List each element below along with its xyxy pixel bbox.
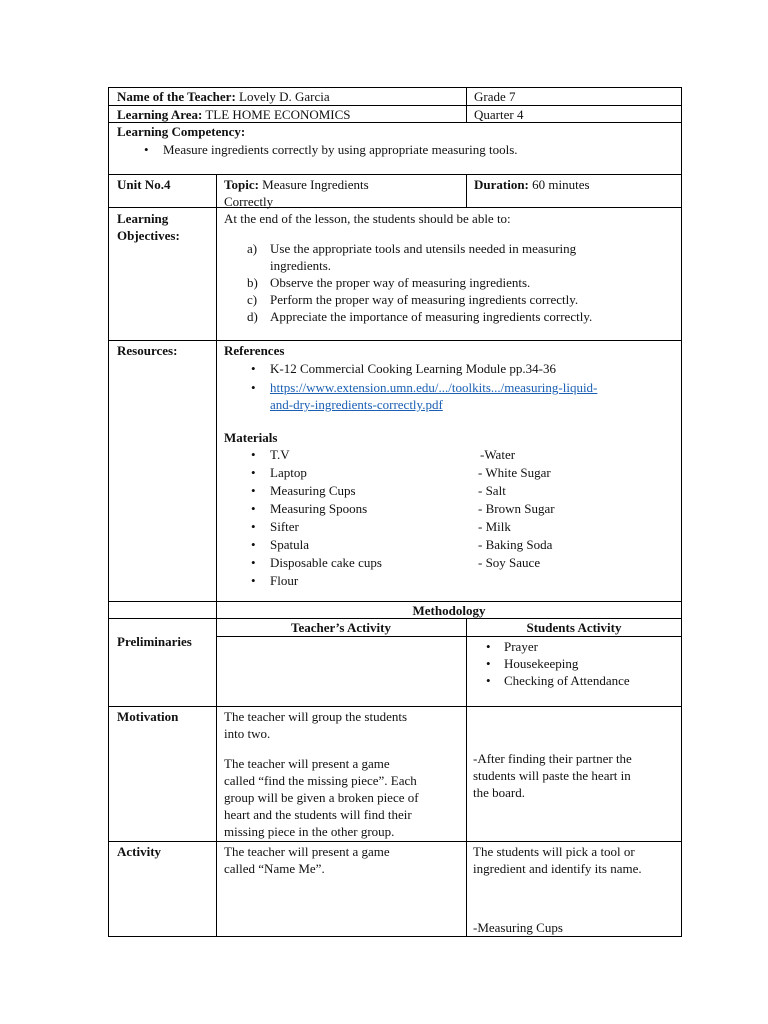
- motivation-teacher-line: heart and the students will find their: [224, 807, 412, 822]
- activity-teacher-line: called “Name Me”.: [224, 861, 325, 876]
- objective-item: [224, 274, 674, 291]
- motivation-student-line: the board.: [473, 785, 525, 800]
- ingredient-item: - Brown Sugar: [478, 501, 555, 516]
- objectives-intro: At the end of the lesson, the students should be able to:: [224, 211, 511, 226]
- ingredient-item: - Milk: [478, 519, 511, 534]
- ingredient-item: - Salt: [478, 483, 506, 498]
- student-activity-item: • Housekeeping: [470, 655, 678, 672]
- students-activity-header: Students Activity: [526, 620, 622, 635]
- reference-link-cont[interactable]: and-dry-ingredients-correctly.pdf: [270, 397, 443, 412]
- teacher-name: Lovely D. Garcia: [239, 89, 330, 104]
- objective-text: Use the appropriate tools and utensils needed in measuring: [270, 241, 577, 256]
- ingredient-item: - Baking Soda: [478, 537, 553, 552]
- materials-left-list: [224, 446, 454, 590]
- quarter: Quarter 4: [474, 107, 524, 122]
- objective-item: [224, 240, 674, 274]
- materials-label: Materials: [224, 430, 278, 445]
- teacher-activity-header: Teacher’s Activity: [290, 620, 391, 635]
- motivation-teacher-line: The teacher will present a game: [224, 756, 390, 771]
- student-activity-item: • Checking of Attendance: [470, 672, 678, 689]
- objective-mark: b): [247, 275, 258, 290]
- objective-item: [224, 308, 674, 325]
- activity-student-line: The students will pick a tool or: [473, 844, 635, 859]
- learning-area-field: [117, 106, 351, 123]
- objective-text: Perform the proper way of measuring ingredients correctly.: [270, 292, 579, 307]
- objective-item: [224, 291, 674, 308]
- motivation-teacher-line: The teacher will group the students: [224, 709, 408, 724]
- activity-student-text: [473, 843, 678, 877]
- motivation-teacher-line: group will be given a broken piece of: [224, 790, 419, 805]
- reference-item: • K-12 Commercial Cooking Learning Module pp.34-36: [224, 360, 674, 377]
- material-item: • Laptop: [224, 464, 454, 482]
- objective-text: Appreciate the importance of measuring ingredients correctly.: [270, 309, 593, 324]
- activity-teacher-line: The teacher will present a game: [224, 844, 390, 859]
- objective-mark: c): [247, 292, 258, 307]
- ingredient-item: - Soy Sauce: [478, 555, 541, 570]
- topic-line1: Measure Ingredients: [262, 177, 369, 192]
- objectives-list: [224, 240, 674, 325]
- objective-text-cont: ingredients.: [270, 258, 332, 273]
- references-list: [224, 360, 674, 413]
- competency-label: Learning Competency:: [117, 124, 246, 139]
- duration-field: [474, 176, 590, 193]
- teacher-label: Name of the Teacher:: [117, 89, 236, 104]
- motivation-student-line: -After finding their partner the: [473, 751, 632, 766]
- topic-line2: Correctly: [224, 194, 274, 209]
- objective-mark: d): [247, 309, 258, 324]
- material-item: • Flour: [224, 572, 454, 590]
- preliminaries-student-list: [470, 638, 678, 689]
- motivation-teacher-line: called “find the missing piece”. Each: [224, 773, 417, 788]
- motivation-teacher-text: [224, 708, 464, 840]
- reference-link[interactable]: https://www.extension.umn.edu/.../toolkits.../measuring-liquid-: [270, 380, 598, 395]
- material-item: • Sifter: [224, 518, 454, 536]
- material-item: • Measuring Spoons: [224, 500, 454, 518]
- objectives-label-line2: Objectives:: [117, 228, 180, 243]
- resources-label: Resources:: [117, 343, 178, 358]
- area-label: Learning Area:: [117, 107, 203, 122]
- objective-text: Observe the proper way of measuring ingredients.: [270, 275, 531, 290]
- methodology-title: Methodology: [412, 603, 486, 618]
- topic-field: [224, 176, 464, 210]
- material-item: • Disposable cake cups: [224, 554, 454, 572]
- activity-teacher-text: [224, 843, 464, 877]
- activity-label: Activity: [117, 844, 162, 859]
- ingredient-item: - White Sugar: [478, 465, 551, 480]
- activity-student-tool: -Measuring Cups: [473, 920, 563, 935]
- unit-label: Unit No.4: [117, 177, 171, 192]
- motivation-teacher-line: missing piece in the other group.: [224, 824, 395, 839]
- preliminaries-label: Preliminaries: [117, 634, 192, 649]
- objectives-label: [117, 210, 180, 244]
- duration-value: 60 minutes: [532, 177, 590, 192]
- grade: Grade 7: [474, 89, 516, 104]
- motivation-label: Motivation: [117, 709, 179, 724]
- motivation-student-text: [473, 750, 678, 801]
- motivation-teacher-line: into two.: [224, 726, 271, 741]
- area-value: TLE HOME ECONOMICS: [205, 107, 351, 122]
- material-item: • T.V: [224, 446, 454, 464]
- motivation-student-line: students will paste the heart in: [473, 768, 631, 783]
- competency-item: • Measure ingredients correctly by using appropriate measuring tools.: [117, 141, 723, 158]
- reference-link-item[interactable]: [224, 379, 674, 413]
- material-item: • Spatula: [224, 536, 454, 554]
- objectives-label-line1: Learning: [117, 211, 169, 226]
- materials-right-list: [478, 446, 678, 572]
- ingredient-item: -Water: [480, 447, 516, 462]
- student-activity-item: • Prayer: [470, 638, 678, 655]
- objective-mark: a): [247, 241, 258, 256]
- references-label: References: [224, 343, 285, 358]
- material-item: • Measuring Cups: [224, 482, 454, 500]
- teacher-name-field: [117, 88, 330, 105]
- topic-label: Topic:: [224, 177, 259, 192]
- duration-label: Duration:: [474, 177, 529, 192]
- activity-student-line: ingredient and identify its name.: [473, 861, 642, 876]
